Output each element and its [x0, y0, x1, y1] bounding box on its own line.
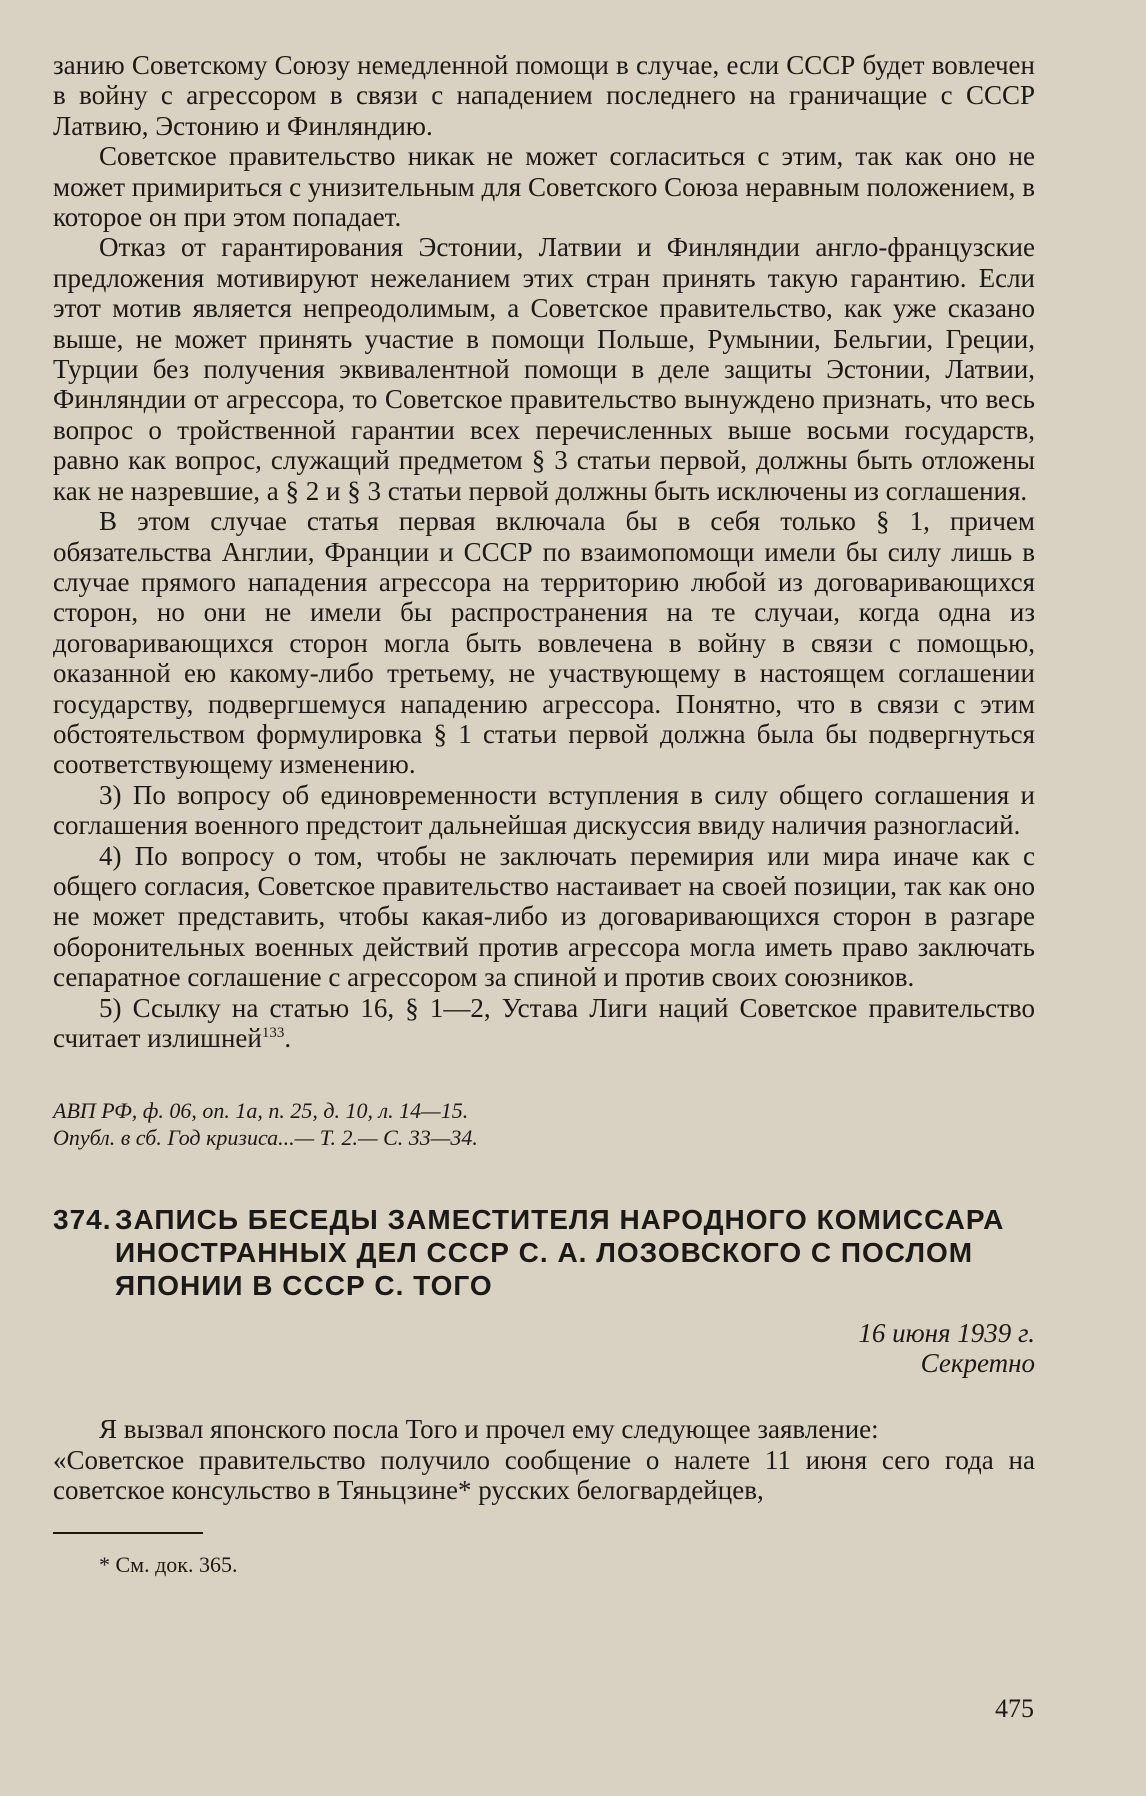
footnote: * См. док. 365.	[99, 1551, 238, 1577]
source-line-1: АВП РФ, ф. 06, оп. 1а, п. 25, д. 10, л. 14—15.	[53, 1098, 469, 1124]
paragraph-6: 4) По вопросу о том, чтобы не заключать перемирия или мира иначе как с общего согласия, Советское правительство настаивает на своей позиции, так как оно не может представить, чтобы какая-либо из договаривающихся сторон в разгаре оборонительных военных действий против агрессора могла иметь право заключать сепаратное соглашение с агрессором за спиной и против своих союзников.	[53, 840, 1035, 993]
source-line-2: Опубл. в сб. Год кризиса...— Т. 2.— С. 33—34.	[53, 1125, 478, 1151]
classification-label: Секретно	[920, 1348, 1035, 1379]
document-date: 16 июня 1939 г.	[858, 1318, 1035, 1349]
body-paragraph-1: Я вызвал японского посла Того и прочел ему следующее заявление:	[99, 1414, 879, 1445]
paragraph-4: В этом случае статья первая включала бы в себя только § 1, причем обязательства Англии, Франции и СССР по взаимопомощи имели бы силу лишь в случае прямого нападения агрессора на территорию любой из договаривающихся сторон, но они не имели бы распространения на те случаи, когда одна из договаривающихся сторон могла быть вовлечена в войну в связи с помощью, оказанной ею какому-либо третьему, не участвующему в настоящем соглашении государству, подвергшемуся нападению агрессора. Понятно, что в связи с этим обстоятельством формулировка § 1 статьи первой должна была бы подвергнуться соответствующему изменению.	[53, 506, 1035, 780]
paragraph-5: 3) По вопросу об единовременности вступления в силу общего соглашения и соглашения военного предстоит дальнейшая дискуссия ввиду наличия разногласий.	[53, 779, 1035, 841]
archive-sources	[53, 1097, 1035, 1151]
footnote-divider	[53, 1532, 203, 1534]
footnote-ref-133: 133	[261, 1025, 285, 1041]
paragraph-2: Советское правительство никак не может согласиться с этим, так как оно не может примириться с унизительным для Советского Союза неравным положением, в которое он при этом попадает.	[53, 141, 1035, 233]
section-heading	[53, 1203, 1035, 1302]
page-number: 475	[995, 1694, 1034, 1723]
body-paragraph-2: «Советское правительство получило сообщение о налете 11 июня сего года на советское консульство в Тяньцзине* русских белогвардейцев,	[53, 1444, 1035, 1506]
paragraph-7-end: .	[284, 1023, 292, 1053]
paragraph-7	[53, 993, 1035, 1054]
paragraph-1: занию Советскому Союзу немедленной помощи в случае, если СССР будет вовлечен в войну с агрессором в связи с нападением последнего на граничащие с СССР Латвию, Эстонию и Финляндию.	[53, 50, 1035, 141]
paragraph-3: Отказ от гарантирования Эстонии, Латвии и Финляндии англо-французские предложения мотивируют нежеланием этих стран принять такую гарантию. Если этот мотив является непреодолимым, а Советское правительство, как уже сказано выше, не может принять участие в помощи Польше, Румынии, Бельгии, Греции, Турции без получения эквивалентной помощи в деле защиты Эстонии, Латвии, Финляндии от агрессора, то Советское правительство вынуждено признать, что весь вопрос о тройственной гарантии всех перечисленных выше восьми государств, равно как вопрос, служащий предметом § 3 статьи первой, должны быть отложены как не назревшие, а § 2 и § 3 статьи первой должны быть исключены из соглашения.	[53, 232, 1035, 506]
section-title: ЗАПИСЬ БЕСЕДЫ ЗАМЕСТИТЕЛЯ НАРОДНОГО КОМИССАРА ИНОСТРАННЫХ ДЕЛ СССР С. А. ЛОЗОВСКОГО С ПОСЛОМ ЯПОНИИ В СССР С. ТОГО	[115, 1204, 1005, 1302]
section-number: 374.	[53, 1204, 112, 1236]
date-block	[53, 1318, 1035, 1378]
record-body	[53, 1414, 1035, 1505]
page-content	[53, 50, 1035, 1578]
paragraph-7-text: 5) Ссылку на статью 16, § 1—2, Устава Лиги наций Советское правительство считает излишней	[53, 992, 1035, 1053]
